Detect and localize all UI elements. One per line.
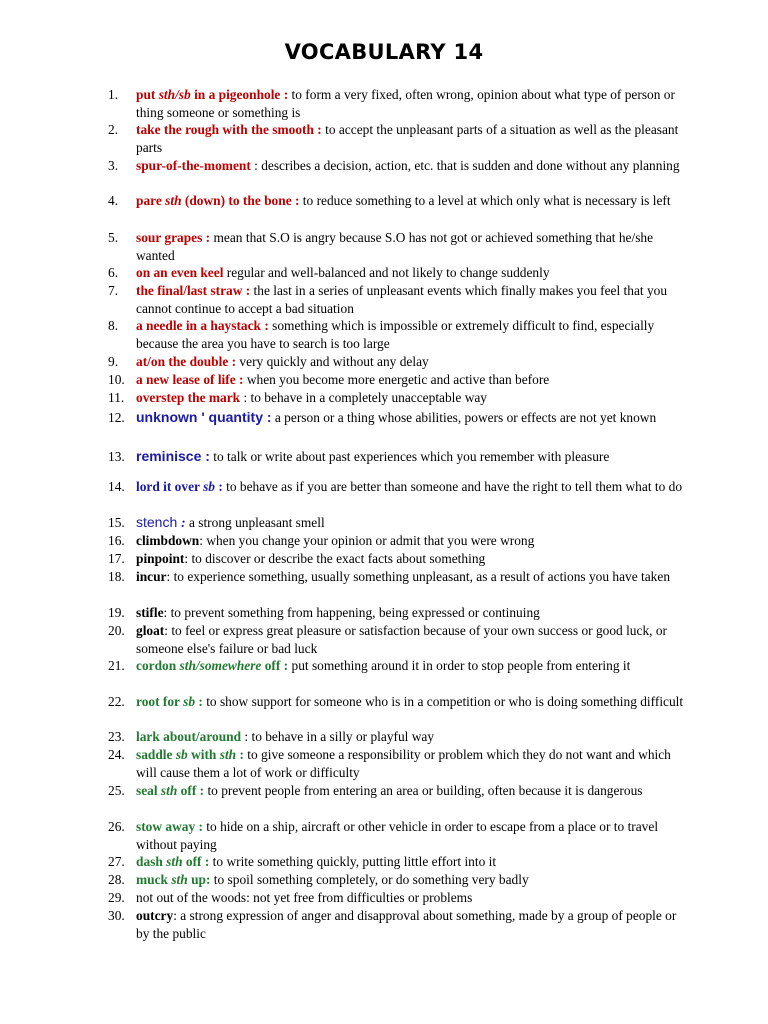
item-number: 3.	[108, 158, 119, 173]
definition: : to behave in a silly or playful way	[241, 729, 435, 744]
term: the final/last straw :	[136, 283, 251, 298]
definition: : to experience something, usually something unpleasant, as a result of actions you have taken	[166, 569, 671, 584]
term: dash sth off :	[136, 854, 210, 869]
item-number: 2.	[108, 122, 119, 137]
item-number: 23.	[108, 729, 125, 744]
page-title: VOCABULARY 14	[284, 40, 484, 64]
definition: mean that S.O is angry because S.O has not got or achieved something that he/she wanted	[136, 230, 654, 263]
term: put sth/sb in a pigeonhole :	[136, 87, 289, 102]
item-number: 4.	[108, 193, 119, 208]
definition: regular and well-balanced and not likely to change suddenly	[226, 265, 550, 280]
definition: put something around it in order to stop people from entering it	[288, 658, 631, 673]
definition: : describes a decision, action, etc. that is sudden and done without any planning	[254, 158, 680, 173]
term: stow away :	[136, 819, 203, 834]
term: root for sb :	[136, 694, 203, 709]
definition: to hide on a ship, aircraft or other vehicle in order to escape from a place or to travel without paying	[136, 819, 659, 852]
item-number: 13.	[108, 449, 125, 464]
term: sour grapes :	[136, 230, 211, 245]
term: lord it over sb :	[136, 479, 223, 494]
item-number: 29.	[108, 890, 125, 905]
term: a new lease of life :	[136, 372, 247, 387]
term: stench :	[136, 514, 186, 530]
definition: to give someone a responsibility or problem which they do not want and which will cause them a lot of work or difficulty	[136, 747, 671, 780]
term: pinpoint	[136, 551, 185, 566]
definition: not out of the woods: not yet free from difficulties or problems	[136, 890, 473, 905]
item-number: 25.	[108, 783, 125, 798]
item-number: 10.	[108, 372, 125, 387]
item-number: 18.	[108, 569, 125, 584]
item-number: 7.	[108, 283, 119, 298]
item-number: 24.	[108, 747, 125, 762]
definition: : to behave in a completely unacceptable way	[240, 390, 488, 405]
term: muck sth up:	[136, 872, 211, 887]
item-number: 8.	[108, 318, 119, 333]
item-number: 21.	[108, 658, 125, 673]
item-number: 12.	[108, 410, 125, 425]
term: incur	[136, 569, 167, 584]
item-number: 30.	[108, 908, 125, 923]
item-number: 28.	[108, 872, 125, 887]
term: on an even keel	[136, 265, 227, 280]
term: saddle sb with sth :	[136, 747, 244, 762]
definition: when you become more energetic and active than before	[246, 372, 550, 387]
definition: a person or a thing whose abilities, powers or effects are not yet known	[271, 410, 657, 425]
item-number: 22.	[108, 694, 125, 709]
item-number: 5.	[108, 230, 119, 245]
term: outcry	[136, 908, 174, 923]
definition: to reduce something to a level at which only what is necessary is left	[299, 193, 671, 208]
term: reminisce :	[136, 448, 210, 464]
definition: to behave as if you are better than someone and have the right to tell them what to do	[222, 479, 683, 494]
definition: to form a very fixed, often wrong, opinion about what type of person or thing someone or something is	[136, 87, 675, 120]
term: climbdown	[136, 533, 200, 548]
definition: to spoil something completely, or do something very badly	[210, 872, 529, 887]
term: spur-of-the-moment	[136, 158, 255, 173]
term: seal sth off :	[136, 783, 205, 798]
definition: a strong unpleasant smell	[185, 515, 325, 530]
definition: to write something quickly, putting little effort into it	[209, 854, 497, 869]
item-number: 15.	[108, 515, 125, 530]
item-number: 27.	[108, 854, 125, 869]
term: take the rough with the smooth :	[136, 122, 322, 137]
item-number: 20.	[108, 623, 125, 638]
item-number: 14.	[108, 479, 125, 494]
definition: very quickly and without any delay	[236, 354, 429, 369]
term: gloat	[136, 623, 165, 638]
term: stifle	[136, 605, 164, 620]
definition: : to prevent something from happening, being expressed or continuing	[163, 605, 540, 620]
definition: : a strong expression of anger and disapproval about something, made by a group of people or by the public	[136, 908, 677, 941]
definition: : to discover or describe the exact facts about something	[184, 551, 486, 566]
term: a needle in a haystack :	[136, 318, 269, 333]
definition: to talk or write about past experiences which you remember with pleasure	[209, 449, 610, 464]
definition: to show support for someone who is in a competition or who is doing something difficult	[202, 694, 684, 709]
definition: the last in a series of unpleasant events which finally makes you feel that you cannot continue to accept a bad situation	[136, 283, 668, 316]
term: overstep the mark	[136, 390, 241, 405]
definition: to prevent people from entering an area or building, often because it is dangerous	[204, 783, 643, 798]
term: cordon sth/somewhere off :	[136, 658, 289, 673]
term: at/on the double :	[136, 354, 237, 369]
item-number: 1.	[108, 87, 119, 102]
definition: : when you change your opinion or admit that you were wrong	[199, 533, 535, 548]
definition: to accept the unpleasant parts of a situation as well as the pleasant parts	[136, 122, 679, 155]
term: lark about/around	[136, 729, 242, 744]
definition: : to feel or express great pleasure or satisfaction because of your own success or good luck, or someone else's failure or bad luck	[136, 623, 667, 656]
item-number: 19.	[108, 605, 125, 620]
term: unknown ' quantity :	[136, 409, 272, 425]
item-number: 26.	[108, 819, 125, 834]
item-number: 9.	[108, 354, 119, 369]
item-number: 11.	[108, 390, 125, 405]
term: pare sth (down) to the bone :	[136, 193, 300, 208]
item-number: 6.	[108, 265, 119, 280]
definition: something which is impossible or extremely difficult to find, especially because the area you have to search is too large	[136, 318, 655, 351]
item-number: 17.	[108, 551, 125, 566]
item-number: 16.	[108, 533, 125, 548]
